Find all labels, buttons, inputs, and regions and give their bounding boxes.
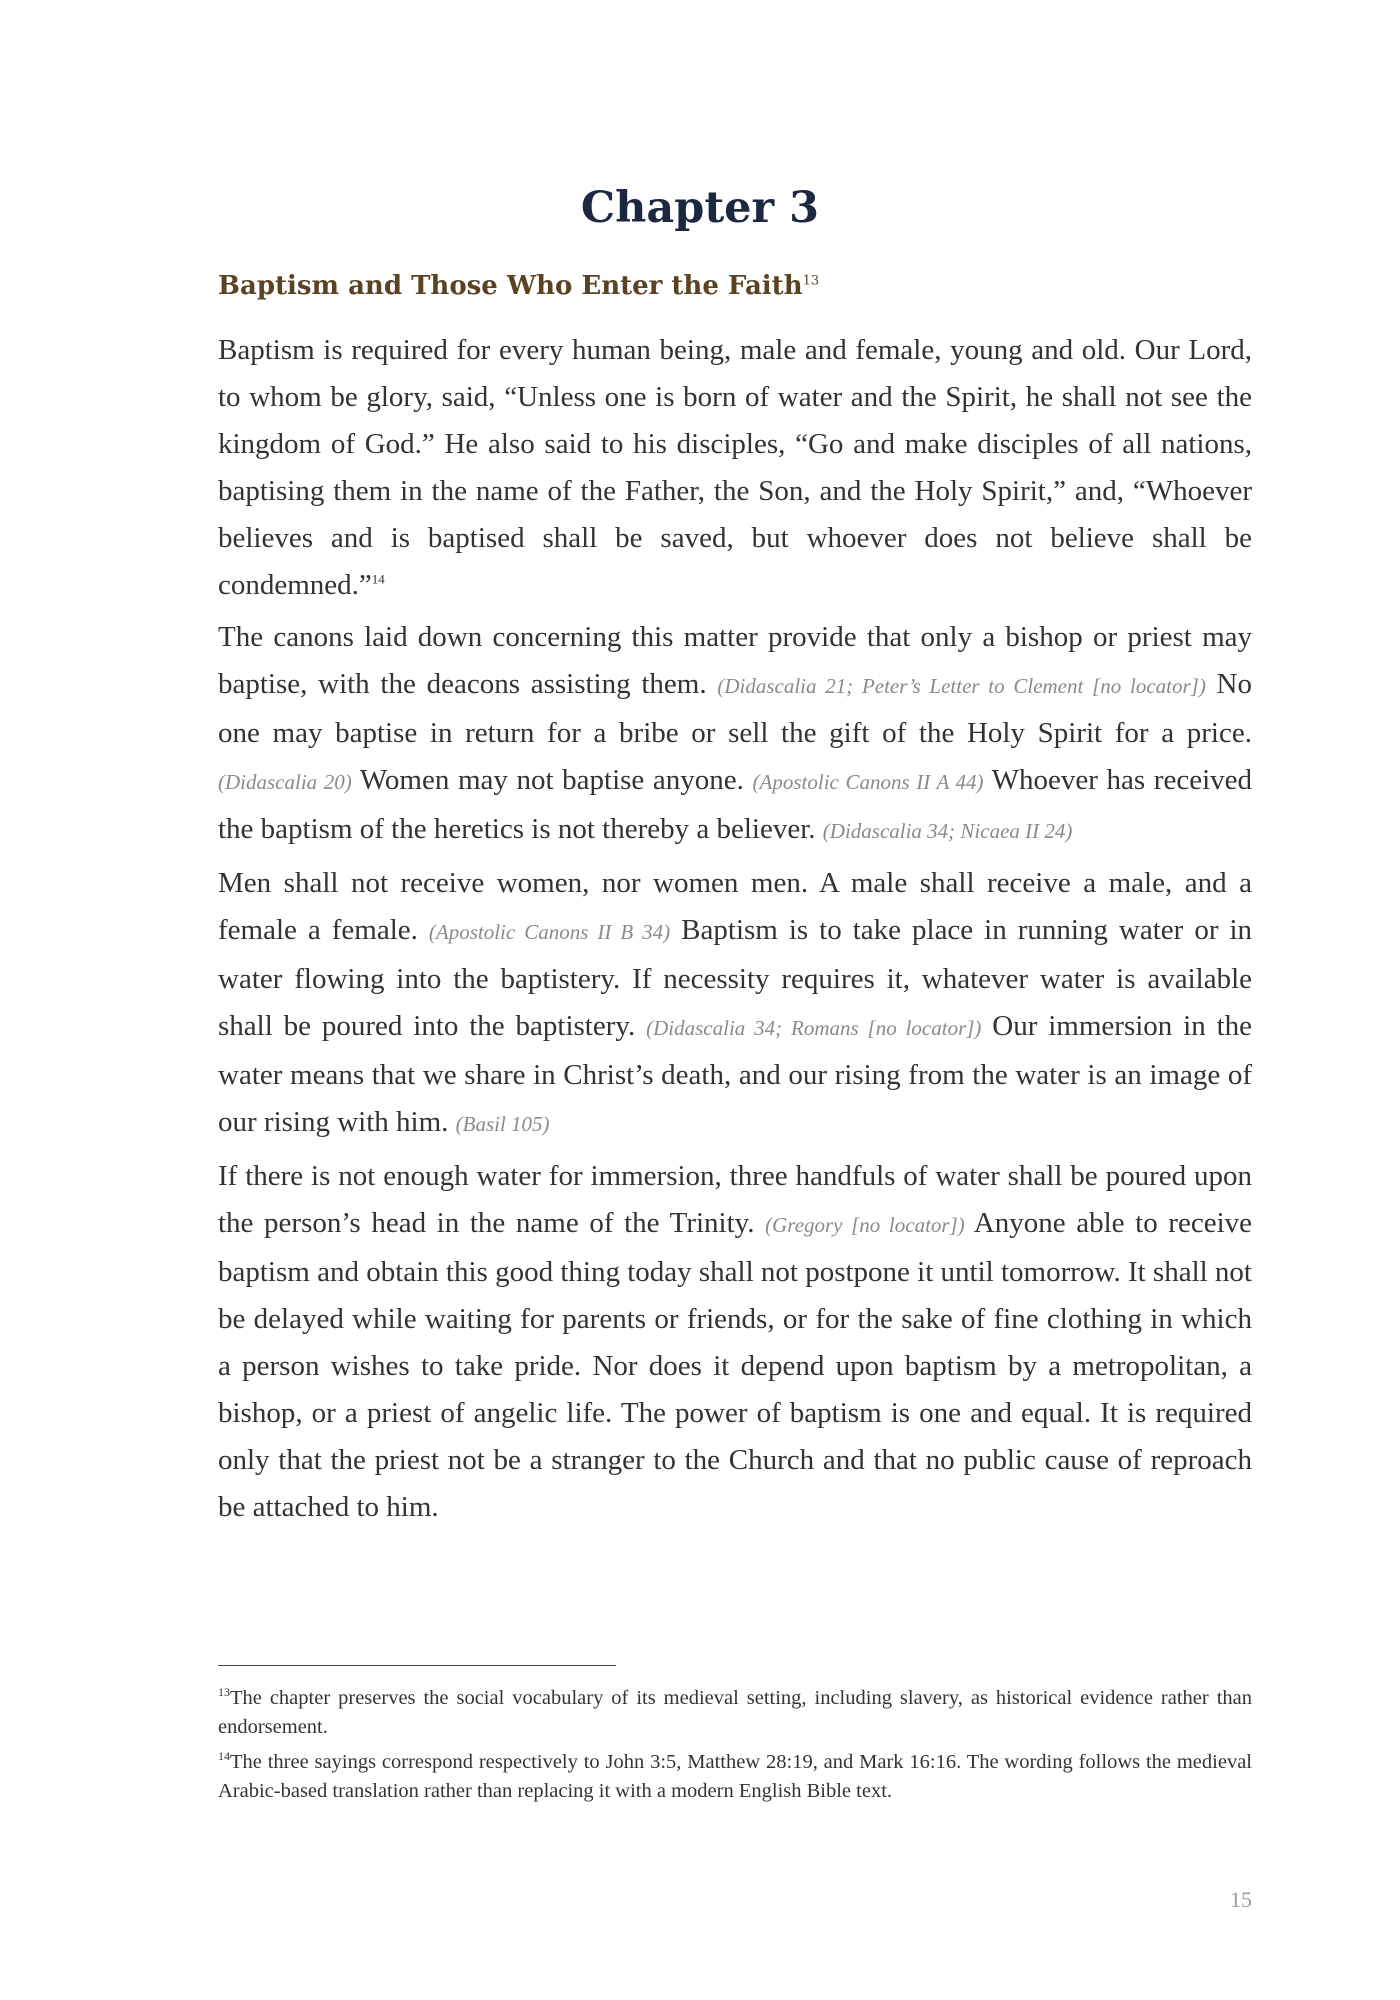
paragraph-text: Our immersion in the water means that we share in Christ’s death, and our rising from the water is an image of our rising with him.	[218, 1010, 1252, 1138]
paragraph	[218, 614, 1252, 855]
paragraph-text: The canons laid down concerning this matter provide that only a bishop or priest may baptise, with the deacons assisting them.	[218, 621, 1252, 700]
canon-reference: (Apostolic Canons II A 44)	[752, 770, 984, 794]
paragraph-text: Men shall not receive women, nor women men. A male shall receive a male, and a female a female.	[218, 867, 1252, 946]
footnote-number: 14	[218, 1749, 230, 1764]
paragraph-text: Baptism is required for every human being, male and female, young and old. Our Lord, to whom be glory, said, “Unless one is born of water and the Spirit, he shall not see the kingdom of God.” He also said to his disciples, “Go and make disciples of all nations, baptising them in the name of the Father, the Son, and the Holy Spirit,” and, “Whoever believes and is baptised shall be saved, but whoever does not believe shall be condemned.”	[218, 334, 1252, 601]
paragraph-text: Baptism is to take place in running water or in water flowing into the baptistery. If necessity requires it, whatever water is available shall be poured into the baptistery.	[218, 914, 1253, 1042]
body-text	[218, 327, 1252, 1536]
footnote-text: The chapter preserves the social vocabulary of its medieval setting, including slavery, as historical evidence rather than endorsement.	[218, 1687, 1252, 1738]
canon-reference: (Didascalia 20)	[218, 770, 352, 794]
footnote-14	[218, 1748, 1252, 1806]
footnote-ref-14[interactable]: 14	[371, 571, 385, 587]
footnote-divider	[218, 1665, 616, 1666]
canon-reference: (Basil 105)	[455, 1112, 550, 1136]
canon-reference: (Apostolic Canons II B 34)	[428, 920, 671, 944]
page-number: 15	[1230, 1887, 1252, 1912]
footnote-ref-13[interactable]: 13	[802, 273, 820, 289]
paragraph-text: No one may baptise in return for a bribe or sell the gift of the Holy Spirit for a price.	[218, 668, 1252, 749]
paragraph	[218, 327, 1252, 609]
paragraph-text: Anyone able to receive baptism and obtain this good thing today shall not postpone it until tomorrow. It shall not be delayed while waiting for parents or friends, or for the sake of fine clothing in which a person wishes to take pride. Nor does it depend upon baptism by a metropolitan, a bishop, or a priest of angelic life. The power of baptism is one and equal. It is required only that the priest not be a stranger to the Church and that no public cause of reproach be attached to him.	[218, 1207, 1253, 1523]
footnote-13	[218, 1684, 1252, 1742]
paragraph	[218, 1153, 1252, 1531]
footnotes	[218, 1684, 1252, 1812]
footnote-number: 13	[218, 1685, 230, 1700]
canon-reference: (Didascalia 34; Romans [no locator])	[646, 1016, 982, 1040]
paragraph-text: Women may not baptise anyone.	[359, 764, 744, 796]
paragraph-text: If there is not enough water for immersion, three handfuls of water shall be poured upon the person’s head in the name of the Trinity.	[218, 1160, 1252, 1239]
canon-reference: (Gregory [no locator])	[765, 1213, 965, 1237]
canon-reference: (Didascalia 34; Nicaea II 24)	[822, 819, 1073, 843]
chapter-title: Chapter 3	[580, 183, 820, 233]
canon-reference: (Didascalia 21; Peter’s Letter to Clement [no locator])	[717, 674, 1206, 698]
paragraph-text: Whoever has received the baptism of the heretics is not thereby a believer.	[218, 764, 1252, 845]
footnote-text: The three sayings correspond respectively to John 3:5, Matthew 28:19, and Mark 16:16. The wording follows the medieval Arabic-based translation rather than replacing it with a modern English Bible text.	[218, 1751, 1252, 1802]
paragraph	[218, 860, 1252, 1148]
section-heading-text: Baptism and Those Who Enter the Faith	[218, 271, 803, 301]
section-heading	[218, 266, 819, 306]
